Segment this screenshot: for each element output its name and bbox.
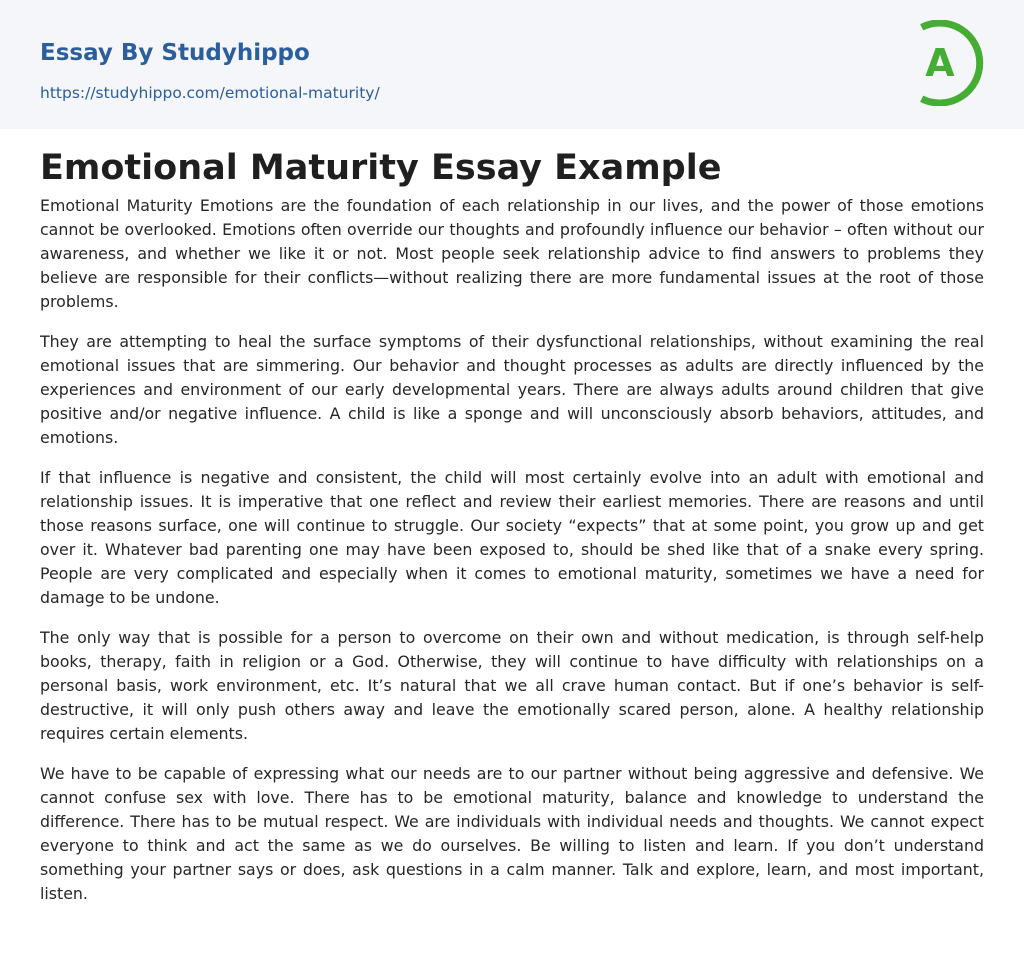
page-title: Emotional Maturity Essay Example	[40, 148, 722, 188]
site-title[interactable]: Essay By Studyhippo	[40, 40, 310, 66]
site-header	[0, 0, 1024, 129]
essay-paragraph-1: Emotional Maturity Emotions are the foundation of each relationship in our lives, and the power of those emotions cannot be overlooked. Emotions often override our thoughts and profoundly influence our behavior – often without our awareness, and whether we like it or not. Most people seek relationship advice to find answers to problems they believe are responsible for their conflicts—without realizing there are more fundamental issues at the root of those problems.	[40, 196, 984, 311]
essay-paragraph-4: The only way that is possible for a person to overcome on their own and without medication, is through self-help books, therapy, faith in religion or a God. Otherwise, they will continue to have difficulty with relationships on a personal basis, work environment, etc. It’s natural that we all crave human contact. But if one’s behavior is self-destructive, it will only push others away and leave the emotionally scared person, alone. A healthy relationship requires certain elements.	[40, 628, 984, 743]
essay-paragraph-5: We have to be capable of expressing what our needs are to our partner without being aggressive and defensive. We cannot confuse sex with love. There has to be emotional maturity, balance and knowledge to understand the difference. There has to be mutual respect. We are individuals with individual needs and thoughts. We cannot expect everyone to think and act the same as we do ourselves. Be willing to listen and learn. If you don’t understand something your partner says or does, ask questions in a calm manner. Talk and explore, learn, and most important, listen.	[40, 764, 984, 903]
logo-letter: A	[925, 41, 955, 85]
studyhippo-a-logo-icon[interactable]	[912, 20, 986, 106]
essay-paragraph-3: If that influence is negative and consistent, the child will most certainly evolve into an adult with emotional and relationship issues. It is imperative that one reflect and review their earliest memories. There are reasons and until those reasons surface, one will continue to struggle. Our society “expects” that at some point, you grow up and get over it. Whatever bad parenting one may have been exposed to, should be shed like that of a snake every spring. People are very complicated and especially when it comes to emotional maturity, sometimes we have a need for damage to be undone.	[40, 468, 984, 607]
essay-content	[40, 146, 984, 922]
essay-url-link[interactable]: https://studyhippo.com/emotional-maturity/	[40, 84, 380, 102]
essay-paragraph-2: They are attempting to heal the surface symptoms of their dysfunctional relationships, without examining the real emotional issues that are simmering. Our behavior and thought processes as adults are directly influenced by the experiences and environment of our early developmental years. There are always adults around children that give positive and/or negative influence. A child is like a sponge and will unconsciously absorb behaviors, attitudes, and emotions.	[40, 332, 984, 447]
